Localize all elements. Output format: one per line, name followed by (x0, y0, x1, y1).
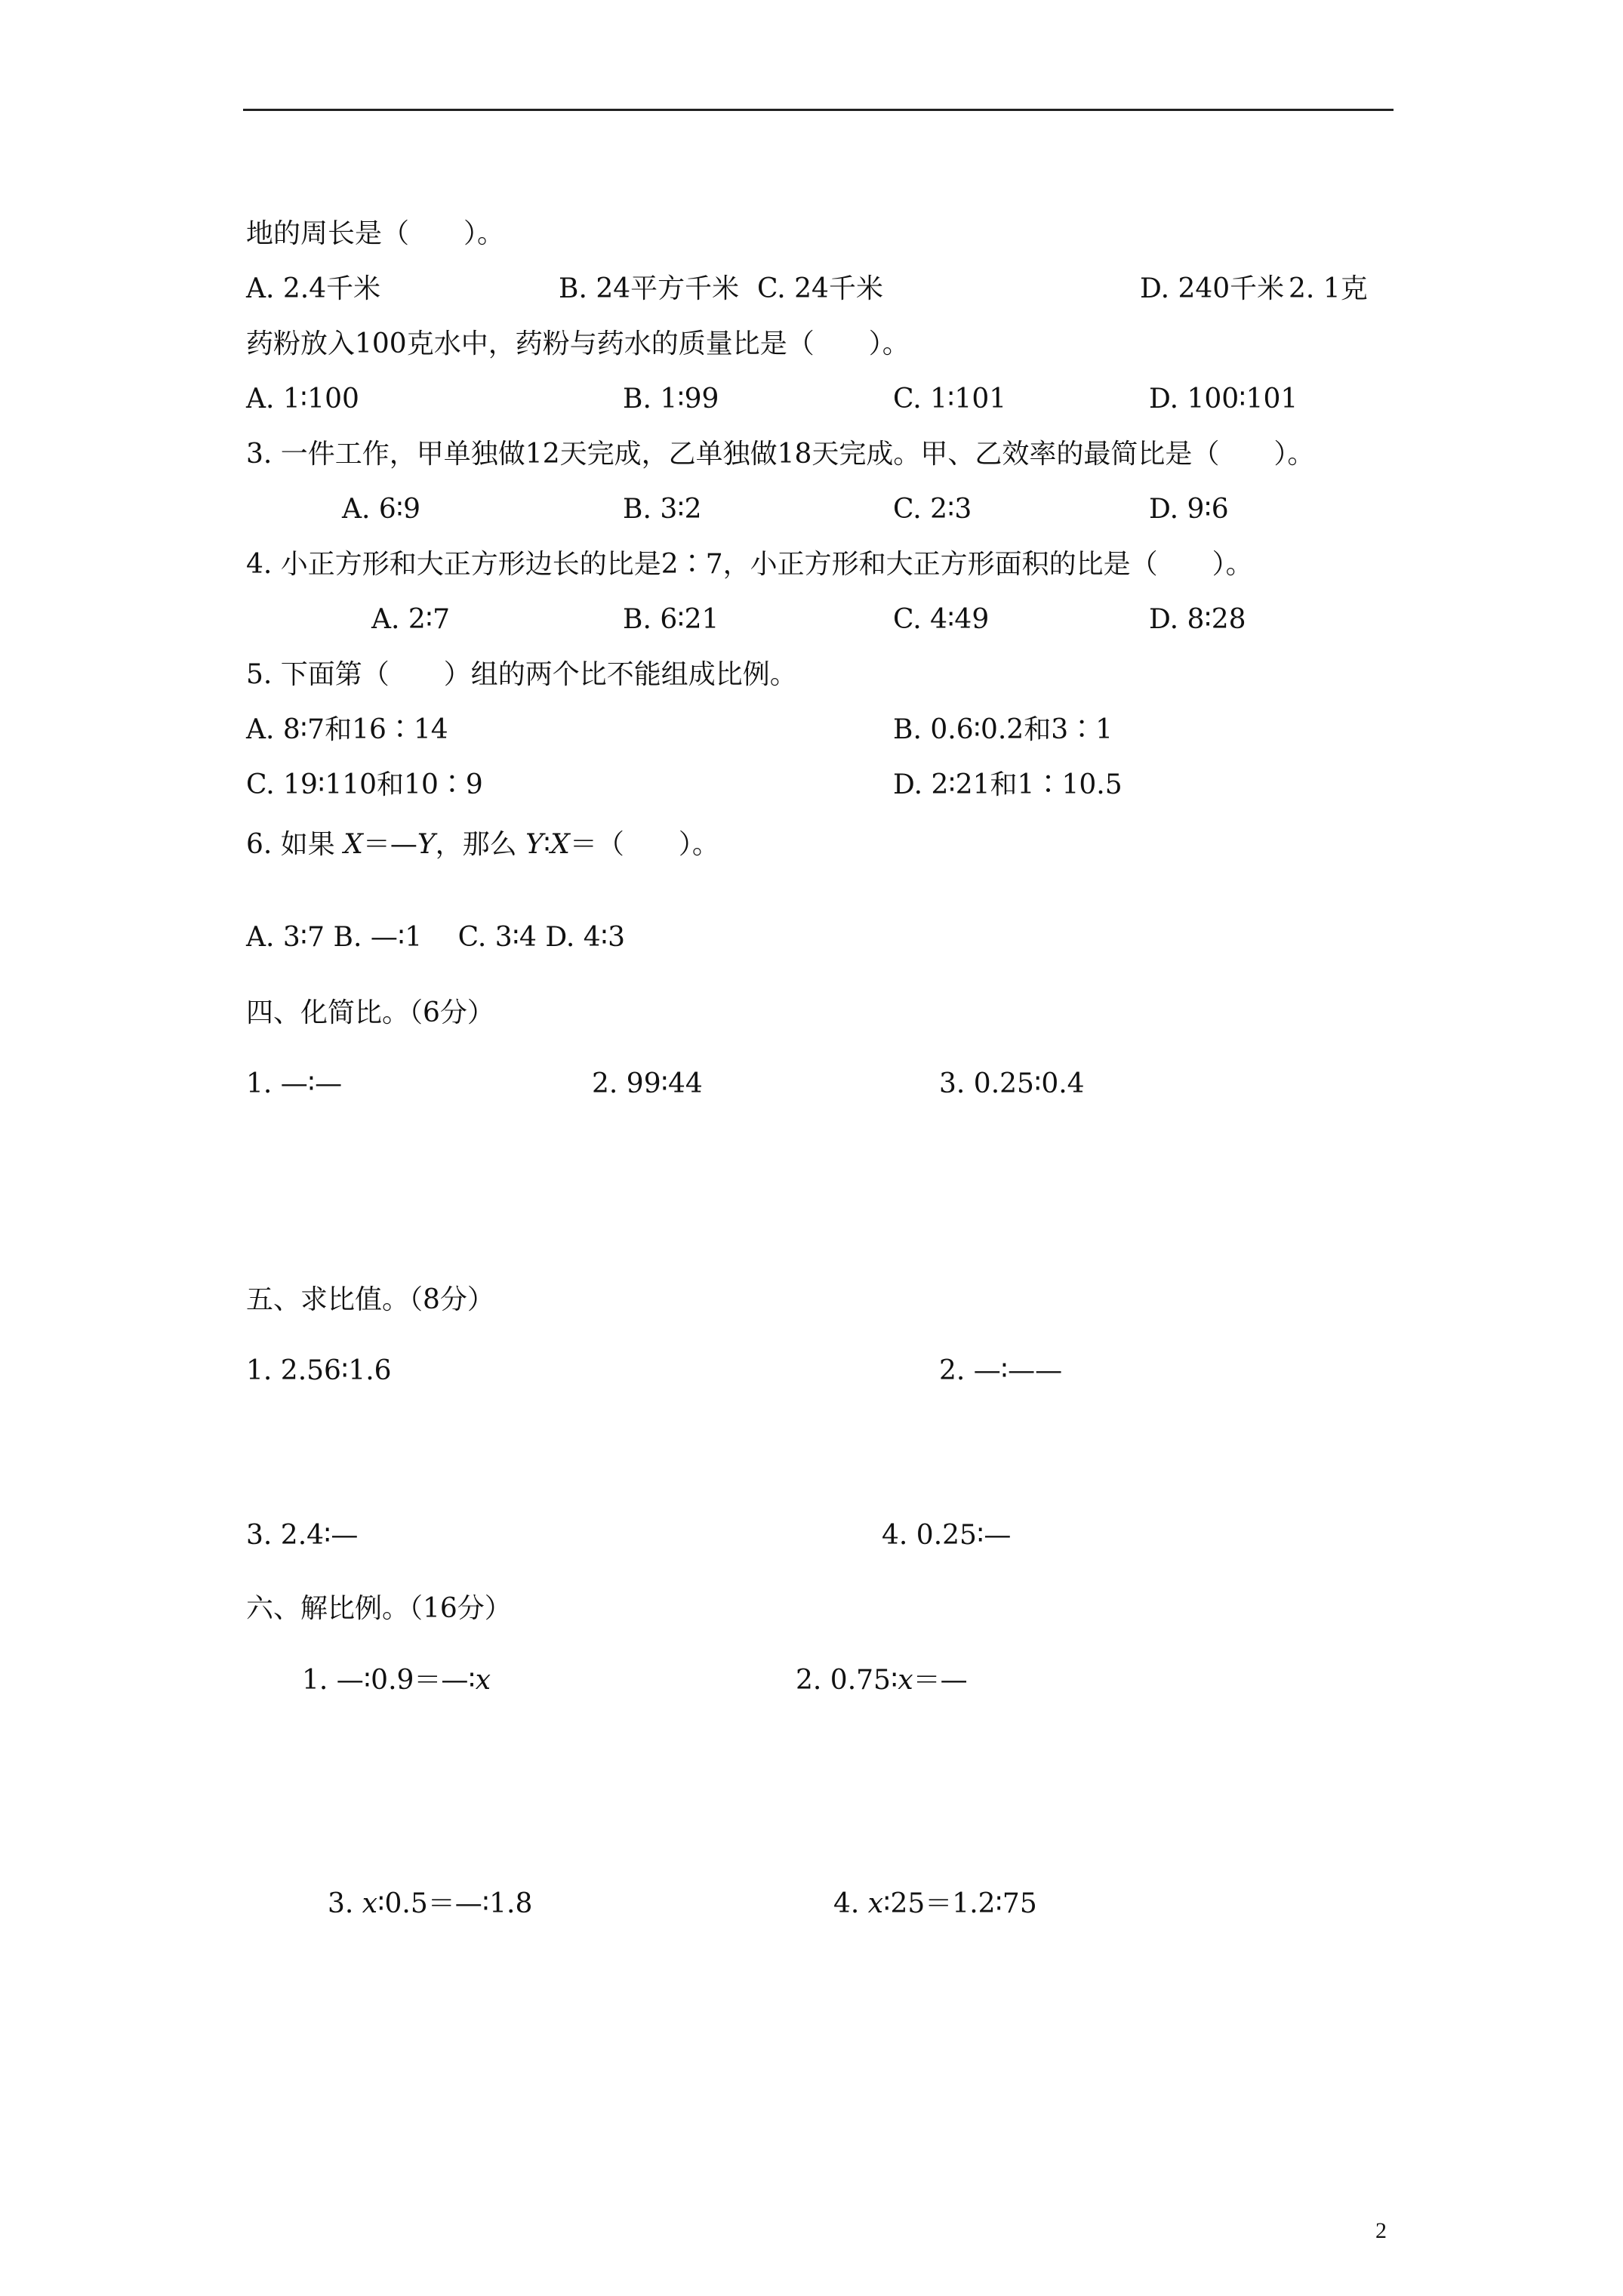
q2-option-c: C. 1∶101 (893, 384, 1007, 415)
page-number: 2 (1375, 2218, 1387, 2243)
section-4-item-2: 2. 99∶44 (592, 1068, 703, 1099)
section-4-item-1: 1. —∶— (246, 1068, 343, 1099)
q2-stem: 药粉放入100克水中，药粉与药水的质量比是（ ）。 (246, 328, 910, 359)
q5-option-d: D. 2∶21和1∶10.5 (893, 769, 1123, 800)
section-6-item-1: 1. —∶0.9＝—∶x (302, 1665, 491, 1696)
q4-stem: 4. 小正方形和大正方形边长的比是2∶7，小正方形和大正方形面积的比是（ ）。 (246, 549, 1253, 580)
q2-number: 2. 1克 (1289, 273, 1368, 304)
q6-stem: 6. 如果 X＝—Y，那么 Y∶X＝（ ）。 (246, 829, 719, 860)
q4-option-c: C. 4∶49 (893, 604, 990, 635)
q5-stem: 5. 下面第（ ）组的两个比不能组成比例。 (246, 659, 797, 690)
q3-option-c: C. 2∶3 (893, 494, 972, 525)
section-5-item-3: 3. 2.4∶— (246, 1520, 359, 1551)
q2-option-b: B. 1∶99 (623, 384, 719, 415)
header-rule (243, 109, 1394, 111)
q3-option-b: B. 3∶2 (623, 494, 702, 525)
q5-option-c: C. 19∶110和10∶9 (246, 769, 483, 800)
q3-option-a: A. 6∶9 (342, 494, 421, 525)
section-6-item-4: 4. x∶25＝1.2∶75 (833, 1888, 1037, 1919)
q3-stem: 3. 一件工作，甲单独做12天完成，乙单独做18天完成。甲、乙效率的最简比是（ ）。 (246, 439, 1315, 470)
q2-option-d: D. 100∶101 (1149, 384, 1298, 415)
q2-cont-option-b: B. 24平方千米 (559, 273, 740, 304)
section-6-title: 六、解比例。（16分） (246, 1593, 512, 1624)
section-4-title: 四、化简比。（6分） (246, 997, 494, 1028)
section-5-item-2: 2. —∶—— (939, 1355, 1063, 1386)
section-5-title: 五、求比值。（8分） (246, 1284, 494, 1315)
q5-option-b: B. 0.6∶0.2和3∶1 (893, 714, 1113, 745)
section-5-item-4: 4. 0.25∶— (882, 1520, 1012, 1551)
q4-option-a: A. 2∶7 (371, 604, 451, 635)
q2-option-a: A. 1∶100 (246, 384, 359, 415)
q4-option-d: D. 8∶28 (1149, 604, 1246, 635)
section-6-item-2: 2. 0.75∶x＝— (796, 1665, 968, 1696)
q4-option-b: B. 6∶21 (623, 604, 719, 635)
q6-options: A. 3∶7 B. —∶1 C. 3∶4 D. 4∶3 (246, 922, 625, 953)
section-5-item-1: 1. 2.56∶1.6 (246, 1355, 392, 1386)
q2-cont-option-d: D. 240千米 (1140, 273, 1285, 304)
q2-cont-option-a: A. 2.4千米 (246, 273, 381, 304)
q2-cont-stem: 地的周长是（ ）。 (246, 218, 505, 249)
q5-option-a: A. 8∶7和16∶14 (246, 714, 448, 745)
q2-cont-option-c: C. 24千米 (757, 273, 883, 304)
section-4-item-3: 3. 0.25∶0.4 (939, 1068, 1085, 1099)
q3-option-d: D. 9∶6 (1149, 494, 1229, 525)
section-6-item-3: 3. x∶0.5＝—∶1.8 (328, 1888, 533, 1919)
